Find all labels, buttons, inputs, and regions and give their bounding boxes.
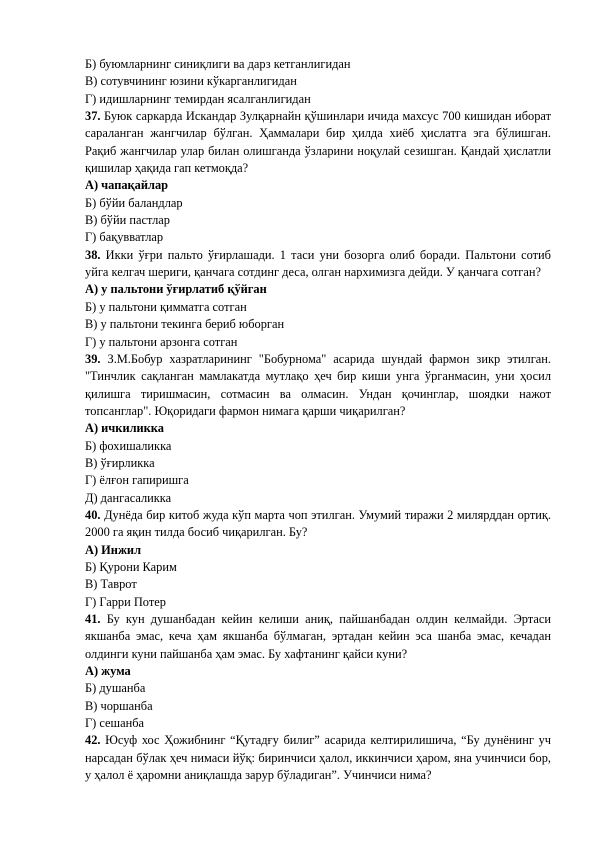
previous-question-options	[85, 56, 551, 108]
question-body: Бу кун душанбадан кейин келиши аниқ, пайшанбадан олдин келмайди. Эртаси якшанба эмас, кеча ҳам якшанба бўлмаган, эртадан кейин эса шанба эмас, кечадан олдинги куни пайшанба ҳам эмас. Бу хафтанинг қайси куни?	[85, 612, 551, 661]
question-body: З.М.Бобур хазратларининг "Бобурнома" асарида шундай фармон зикр этилган. "Тинчлик сақланган мамлакатда мутлақо ҳеч бир киши унга ўрганмасин, уни ҳосил қилишга тиришмасин, сотмасин ва олмасин. Ундан қочинглар, шоядки нажот топсанглар". Юқоридаги фармон нимага қарши чиқарилган?	[85, 351, 551, 418]
option-line: Г) ёлғон гапиришга	[85, 473, 189, 488]
question-38	[85, 247, 551, 351]
question-text	[85, 247, 551, 282]
question-number: 40.	[85, 507, 101, 522]
question-number: 41.	[85, 612, 101, 626]
option-line: Б) буюмларнинг синиқлиги ва дарз кетганлигидан	[85, 57, 351, 71]
correct-answer: А) у пальтони ўғирлатиб қўйган	[85, 282, 267, 297]
question-text	[85, 611, 551, 663]
question-text	[85, 108, 551, 177]
question-number: 39.	[85, 351, 101, 366]
question-body: Икки ўғри пальто ўғирлашади. 1 таси уни бозорга олиб боради. Пальтони сотиб уйга келгач шериги, қанчага сотдинг деса, олган нархимизга дейди. У қанчага сотган?	[85, 247, 551, 280]
question-number: 42.	[85, 733, 101, 748]
option-line: Б) у пальтони қимматга сотган	[85, 299, 247, 314]
option-line: В) бўйи пастлар	[85, 213, 170, 228]
option-line: Г) у пальтони арзонга сотган	[85, 334, 238, 349]
option-line: Г) идишларнинг темирдан ясалганлигидан	[85, 91, 311, 106]
question-39	[85, 351, 551, 507]
option-line: Г) сешанба	[85, 716, 145, 731]
correct-answer: А) чапақайлар	[85, 178, 169, 193]
option-line: В) сотувчининг юзини кўкарганлигидан	[85, 74, 297, 89]
question-number: 38.	[85, 247, 101, 262]
option-line: Г) бақувватлар	[85, 230, 164, 245]
question-text	[85, 507, 551, 542]
correct-answer: А) жума	[85, 664, 131, 679]
option-line: В) ўғирликка	[85, 455, 155, 470]
question-41	[85, 611, 551, 732]
option-line: В) чоршанба	[85, 698, 153, 713]
option-line: Г) Гарри Потер	[85, 594, 166, 609]
question-body: Дунёда бир китоб жуда кўп марта чоп этилган. Умумий тиражи 2 милярддан ортиқ. 2000 га яқин тилда босиб чиқарилган. Бу?	[85, 507, 551, 540]
option-line: Б) душанба	[85, 681, 146, 696]
question-text	[85, 732, 551, 784]
question-number: 37.	[85, 109, 101, 124]
correct-answer: А) ичкиликка	[85, 421, 164, 436]
question-body: Юсуф хос Ҳожибнинг “Қутадғу билиг” асарида келтирилишича, “Бу дунёнинг уч нарсадан бўлак ҳеч нимаси йўқ: биринчиси ҳалол, иккинчиси ҳаром, яна учинчиси бор, у ҳалол ё ҳаромни аниқлашда зарур бўладиган”. Учинчиси нима?	[85, 733, 551, 783]
quiz-content	[85, 56, 551, 784]
option-line: Б) фохишаликка	[85, 438, 172, 453]
option-line: В) Таврот	[85, 577, 137, 592]
option-line: Б) бўйи баландлар	[85, 195, 183, 210]
option-line: Д) дангасаликка	[85, 490, 172, 505]
question-42	[85, 732, 551, 784]
question-body: Буюк саркарда Искандар Зулқарнайн қўшинлари ичида махсус 700 кишидан иборат сараланган жангчилар бўлган. Ҳаммалари бир ҳилда хиёб ҳислатга эга бўлишган. Рақиб жангчилар улар билан олишганда ўзларини ноқулай сезишган. Қандай ҳислатли қишилар ҳақида гап кетмоқда?	[85, 109, 551, 176]
question-text	[85, 351, 551, 420]
question-40	[85, 507, 551, 611]
option-line: Б) Қурони Карим	[85, 559, 177, 574]
question-37	[85, 108, 551, 247]
correct-answer: А) Инжил	[85, 542, 142, 557]
option-line: В) у пальтони текинга бериб юборган	[85, 317, 285, 332]
